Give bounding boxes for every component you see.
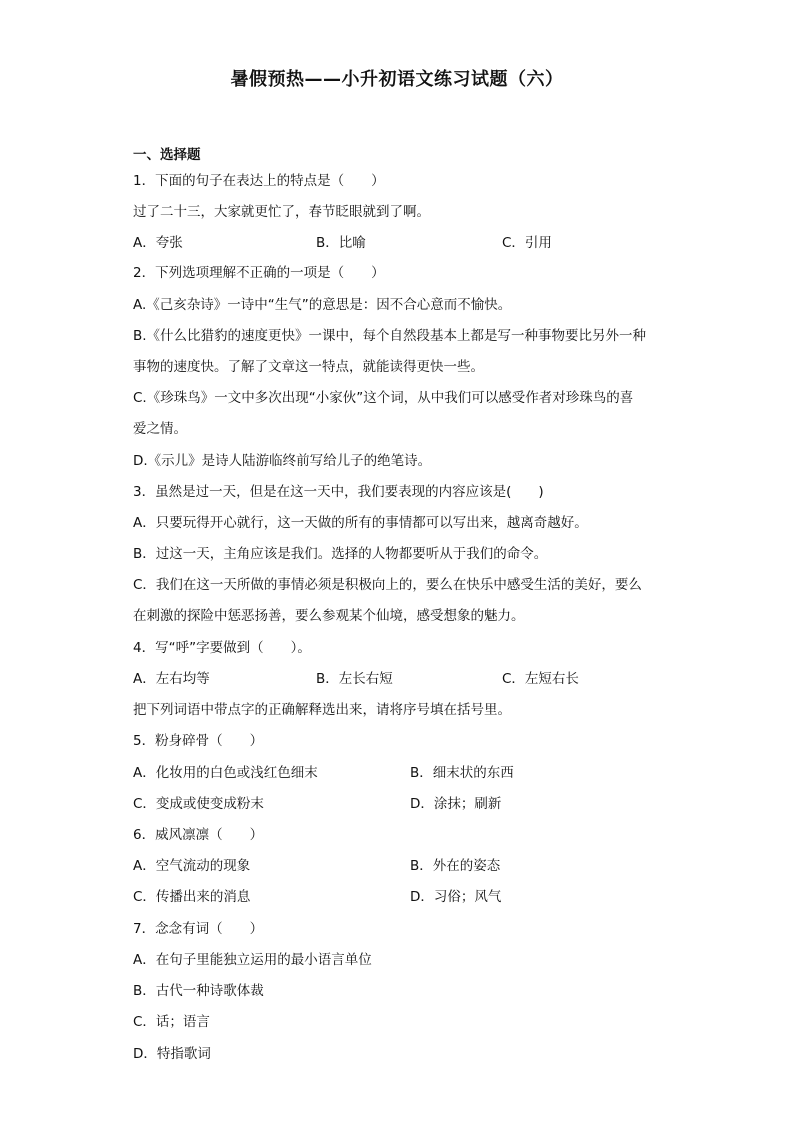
question-1-text: 过了二十三，大家就更忙了，春节眨眼就到了啊。: [133, 204, 430, 220]
question-5-option-d: D．涂抹；刷新: [410, 796, 502, 812]
question-2-option-c-line2: 爱之情。: [133, 421, 187, 437]
question-4-option-a: A．左右均等: [133, 671, 210, 687]
question-4-option-b: B．左长右短: [316, 671, 393, 687]
question-4-stem: 4．写“呼”字要做到（ ）。: [133, 640, 311, 656]
question-7-stem: 7．念念有词（ ）: [133, 921, 264, 937]
page-title: 暑假预热——小升初语文练习试题（六）: [230, 69, 564, 90]
question-7-option-c: C．话；语言: [133, 1014, 210, 1030]
question-1-option-b: B．比喻: [316, 235, 366, 251]
question-3-stem: 3．虽然是过一天，但是在这一天中，我们要表现的内容应该是( ): [133, 484, 544, 500]
question-6-stem: 6．威风凛凛（ ）: [133, 827, 264, 843]
question-6-option-d: D．习俗；风气: [410, 889, 502, 905]
question-3-option-c-line1: C．我们在这一天所做的事情必须是积极向上的，要么在快乐中感受生活的美好，要么: [133, 577, 642, 593]
question-7-option-a: A．在句子里能独立运用的最小语言单位: [133, 952, 372, 968]
question-2-option-c-line1: C.《珍珠鸟》一文中多次出现“小家伙”这个词，从中我们可以感受作者对珍珠鸟的喜: [133, 390, 634, 406]
question-3-option-b: B．过这一天，主角应该是我们。选择的人物都要听从于我们的命令。: [133, 546, 548, 562]
instruction-text: 把下列词语中带点字的正确解释选出来，请将序号填在括号里。: [133, 702, 511, 718]
question-1-option-a: A．夸张: [133, 235, 183, 251]
question-1-option-c: C．引用: [502, 235, 552, 251]
question-7-option-b: B．古代一种诗歌体裁: [133, 983, 264, 999]
question-5-option-c: C．变成或使变成粉末: [133, 796, 264, 812]
question-5-option-a: A．化妆用的白色或浅红色细末: [133, 765, 318, 781]
question-6-option-c: C．传播出来的消息: [133, 889, 251, 905]
question-2-option-b-line1: B.《什么比猎豹的速度更快》一课中，每个自然段基本上都是写一种事物要比另外一种: [133, 328, 647, 344]
question-1-stem: 1．下面的句子在表达上的特点是（ ）: [133, 173, 385, 189]
question-2-option-b-line2: 事物的速度快。了解了文章这一特点，就能读得更快一些。: [133, 359, 484, 375]
question-4-option-c: C．左短右长: [502, 671, 579, 687]
question-2-option-d: D.《示儿》是诗人陆游临终前写给儿子的绝笔诗。: [133, 453, 432, 469]
question-3-option-c-line2: 在刺激的探险中惩恶扬善，要么参观某个仙境，感受想象的魅力。: [133, 608, 525, 624]
question-7-option-d: D．特指歌词: [133, 1046, 211, 1062]
question-2-option-a: A.《己亥杂诗》一诗中“生气”的意思是：因不合心意而不愉快。: [133, 297, 512, 313]
section-heading-choice: 一、选择题: [133, 147, 201, 163]
question-5-option-b: B．细末状的东西: [410, 765, 514, 781]
question-5-stem: 5．粉身碎骨（ ）: [133, 733, 264, 749]
question-2-stem: 2．下列选项理解不正确的一项是（ ）: [133, 265, 385, 281]
question-6-option-a: A．空气流动的现象: [133, 858, 251, 874]
question-6-option-b: B．外在的姿态: [410, 858, 501, 874]
question-3-option-a: A．只要玩得开心就行，这一天做的所有的事情都可以写出来，越离奇越好。: [133, 515, 588, 531]
